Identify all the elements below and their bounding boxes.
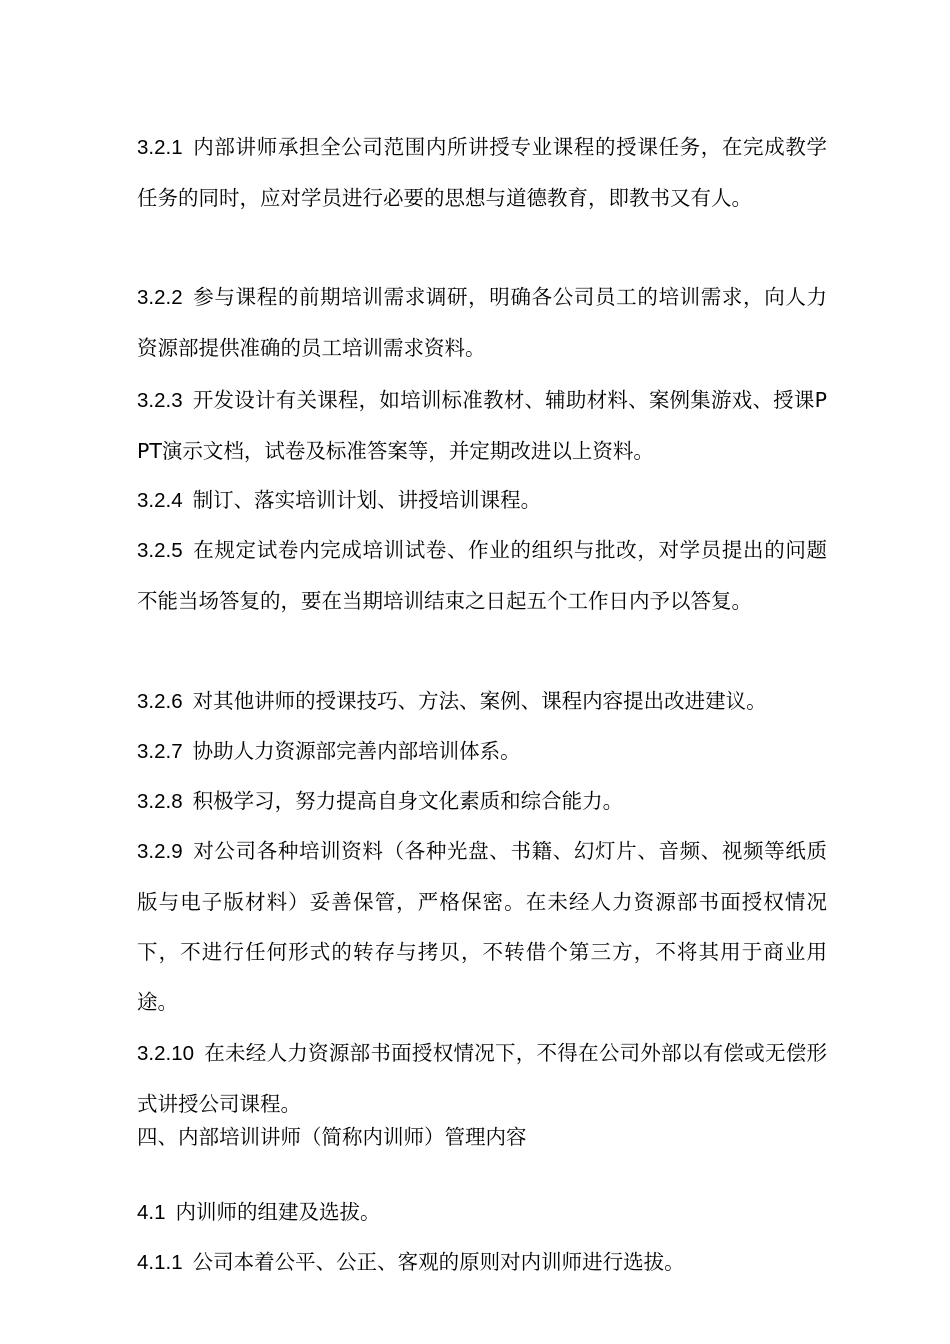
paragraph-3-2-2 <box>137 272 827 373</box>
paragraph-3-2-6 <box>137 676 827 727</box>
paragraph-number: 3.2.2 <box>137 286 183 309</box>
paragraph-text: 对公司各种培训资料（各种光盘、书籍、幻灯片、音频、视频等纸质版与电子版材料）妥善保管，严格保密。在未经人力资源部书面授权情况下，不进行任何形式的转存与拷贝，不转借个第三方，不将其用于商业用途。 <box>137 839 827 1014</box>
paragraph-text: 参与课程的前期培训需求调研，明确各公司员工的培训需求，向人力资源部提供准确的员工培训需求资料。 <box>137 285 827 360</box>
paragraph-text: 对其他讲师的授课技巧、方法、案例、课程内容提出改进建议。 <box>192 689 767 713</box>
paragraph-text: 内训师的组建及选拔。 <box>175 1200 381 1224</box>
paragraph-text: 在规定试卷内完成培训试卷、作业的组织与批改，对学员提出的问题不能当场答复的，要在当期培训结束之日起五个工作日内予以答复。 <box>137 538 827 613</box>
paragraph-3-2-5 <box>137 525 827 626</box>
paragraph-3-2-3 <box>137 375 827 476</box>
paragraph-number: 3.2.8 <box>137 790 183 813</box>
paragraph-number: 4.1.1 <box>137 1251 183 1274</box>
paragraph-3-2-8 <box>137 776 827 827</box>
paragraph-text: 制订、落实培训计划、讲授培训课程。 <box>192 488 542 512</box>
paragraph-number: 3.2.10 <box>137 1042 194 1065</box>
paragraph-number: 3.2.1 <box>137 136 183 159</box>
paragraph-number: 3.2.7 <box>137 740 183 763</box>
paragraph-text: 积极学习，努力提高自身文化素质和综合能力。 <box>192 789 624 813</box>
paragraph-3-2-9 <box>137 826 827 1027</box>
section-heading: 四、内部培训讲师（简称内训师）管理内容 <box>137 1125 527 1149</box>
paragraph-text: 协助人力资源部完善内部培训体系。 <box>192 739 521 763</box>
paragraph-number: 3.2.3 <box>137 389 183 412</box>
paragraph-number: 3.2.9 <box>137 840 183 863</box>
paragraph-3-2-4 <box>137 475 827 526</box>
paragraph-text: 公司本着公平、公正、客观的原则对内训师进行选拔。 <box>192 1250 685 1274</box>
paragraph-number: 3.2.6 <box>137 690 183 713</box>
paragraph-4-1 <box>137 1187 827 1238</box>
paragraph-text: 内部讲师承担全公司范围内所讲授专业课程的授课任务，在完成教学任务的同时，应对学员进行必要的思想与道德教育，即教书又有人。 <box>137 135 827 210</box>
paragraph-3-2-7 <box>137 726 827 777</box>
paragraph-number: 3.2.4 <box>137 489 183 512</box>
paragraph-4-1-1 <box>137 1237 827 1288</box>
paragraph-number: 3.2.5 <box>137 539 183 562</box>
paragraph-3-2-1 <box>137 122 827 223</box>
paragraph-text: 在未经人力资源部书面授权情况下，不得在公司外部以有偿或无偿形式讲授公司课程。 <box>137 1041 827 1116</box>
paragraph-text: 开发设计有关课程，如培训标准教材、辅助材料、案例集游戏、授课PPT演示文档，试卷及标准答案等，并定期改进以上资料。 <box>137 388 827 463</box>
paragraph-number: 4.1 <box>137 1201 166 1224</box>
